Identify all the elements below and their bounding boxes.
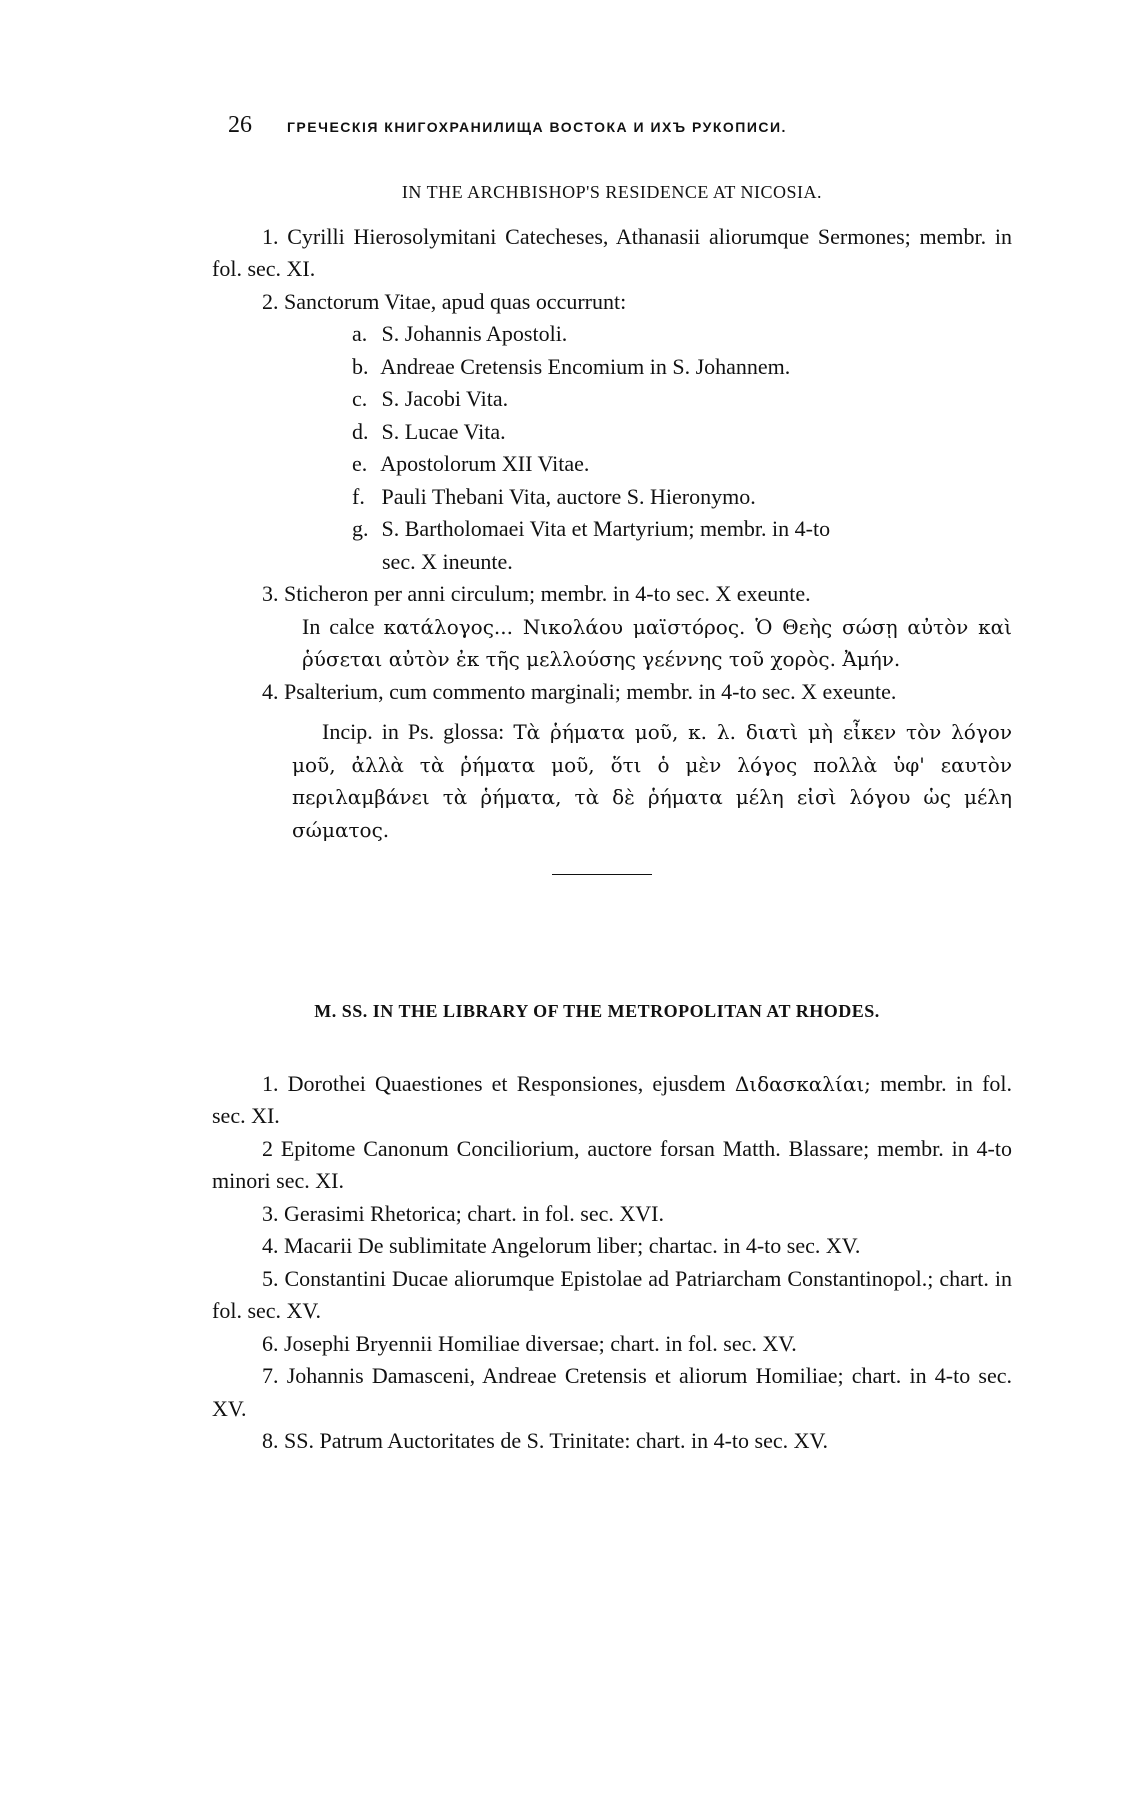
sub-letter: b. [352,353,369,379]
rhodes-entry-1-greek: Διδασκαλίαι; [734,1071,871,1096]
running-title: ГРЕЧЕСКІЯ КНИГОХРАНИЛИЩА ВОСТОКА И ИХЪ РУКОПИСИ. [287,119,787,135]
sub-text: S. Lucae Vita. [381,418,506,444]
rhodes-entry-1-latin: 1. Dorothei Quaestiones et Responsiones, ejusdem [262,1070,726,1096]
rhodes-entry-1-tail: membr. in fol. sec. XI. [212,1070,1013,1128]
rhodes-entry-3: 3. Gerasimi Rhetorica; chart. in fol. sec. XVI. [262,1200,664,1226]
sub-letter: a. [352,321,368,346]
entry-3-catalogue [212,611,1012,676]
section-divider [552,874,652,875]
sub-text: S. Jacobi Vita. [381,386,509,411]
incipit-latin: Incip. in Ps. glossa: [322,719,505,744]
entry-3-line1: 3. Sticheron per anni circulum; membr. in 4-to sec. X exeunte. [262,581,811,606]
entry-4: 4. Psalterium, cum commento marginali; membr. in 4-to sec. X exeunte. [262,678,897,704]
section-title-nicosia: IN THE ARCHBISHOP'S RESIDENCE AT NICOSIA. [401,182,823,202]
sub-text: Pauli Thebani Vita, auctore S. Hieronymo. [381,483,756,509]
sub-text: S. Bartholomaei Vita et Martyrium; membr. in 4-to [381,516,831,541]
incipit-greek: Τὰ ῥήματα μοῦ, κ. λ. διατὶ μὴ εἶκεν τὸν λόγον μοῦ, ἀλλὰ τὰ ῥήματα μοῦ, ὅτι ὁ μὲν λόγος πολλὰ ὑφ' εαυτὸν περιλαμβάνει τὰ ῥήματα, τὰ δὲ ῥήματα μέλη εἰσὶ λόγου ὡς μέλη σώματος. [292,720,1012,842]
subentry-g-continued: sec. X ineunte. [382,548,513,574]
entry-2: 2. Sanctorum Vitae, apud quas occurrunt: [262,288,627,314]
subentry-a [212,318,1012,351]
incipit [212,716,1012,846]
page-number: 26 [228,112,252,138]
sub-letter: g. [352,516,369,541]
page-header [228,112,968,139]
rhodes-entry-1 [212,1068,1012,1133]
section-nicosia [212,176,1012,875]
rhodes-entry-6: 6. Josephi Bryennii Homiliae diversae; chart. in fol. sec. XV. [262,1330,797,1356]
rhodes-entry-4: 4. Macarii De sublimitate Angelorum liber; chartac. in 4-to sec. XV. [262,1233,861,1258]
entry-3-greek: κατάλογος... Νικολάου μαϊστόρος. Ὁ Θεὴς σώσῃ αὐτὸν καὶ ῥύσεται αὐτὸν ἐκ τῆς μελλούσης γεέννης τοῦ χορὸς. Ἀμήν. [302,614,1012,671]
section-rhodes [212,995,1012,1458]
rhodes-entry-5: 5. Constantini Ducae aliorumque Epistolae ad Patriarcham Constantinopol.; chart. in fol. sec. XV. [212,1265,1012,1323]
sub-text: S. Johannis Apostoli. [381,321,568,346]
entry-3-latin: In calce [302,613,375,639]
sub-letter: d. [352,418,369,444]
subentry-c [212,383,1012,416]
rhodes-entry-2: 2 Epitome Canonum Conciliorium, auctore forsan Matth. Blassare; membr. in 4-to minori sec. XI. [212,1135,1012,1193]
sub-letter: c. [352,386,368,411]
rhodes-entry-7: 7. Johannis Damasceni, Andreae Cretensis et aliorum Homiliae; chart. in 4-to sec. XV. [212,1363,1012,1421]
sub-text: Apostolorum XII Vitae. [380,451,590,476]
entry-3 [212,578,1012,611]
sub-text: Andreae Cretensis Encomium in S. Johannem. [380,353,791,379]
entry-1: 1. Cyrilli Hierosolymitani Catecheses, Athanasii aliorumque Sermones; membr. in fol. sec. XI. [212,223,1012,281]
subentry-e [212,448,1012,481]
subentry-d [212,416,1012,449]
subentry-f [212,481,1012,514]
subentry-g [212,513,1012,546]
sub-letter: f. [352,483,365,509]
rhodes-entry-8: 8. SS. Patrum Auctoritates de S. Trinitate: chart. in 4-to sec. XV. [262,1428,829,1453]
sub-letter: e. [352,451,368,476]
subentry-b [212,351,1012,384]
section-title-rhodes: M. SS. IN THE LIBRARY OF THE METROPOLITAN AT RHODES. [314,1001,880,1021]
